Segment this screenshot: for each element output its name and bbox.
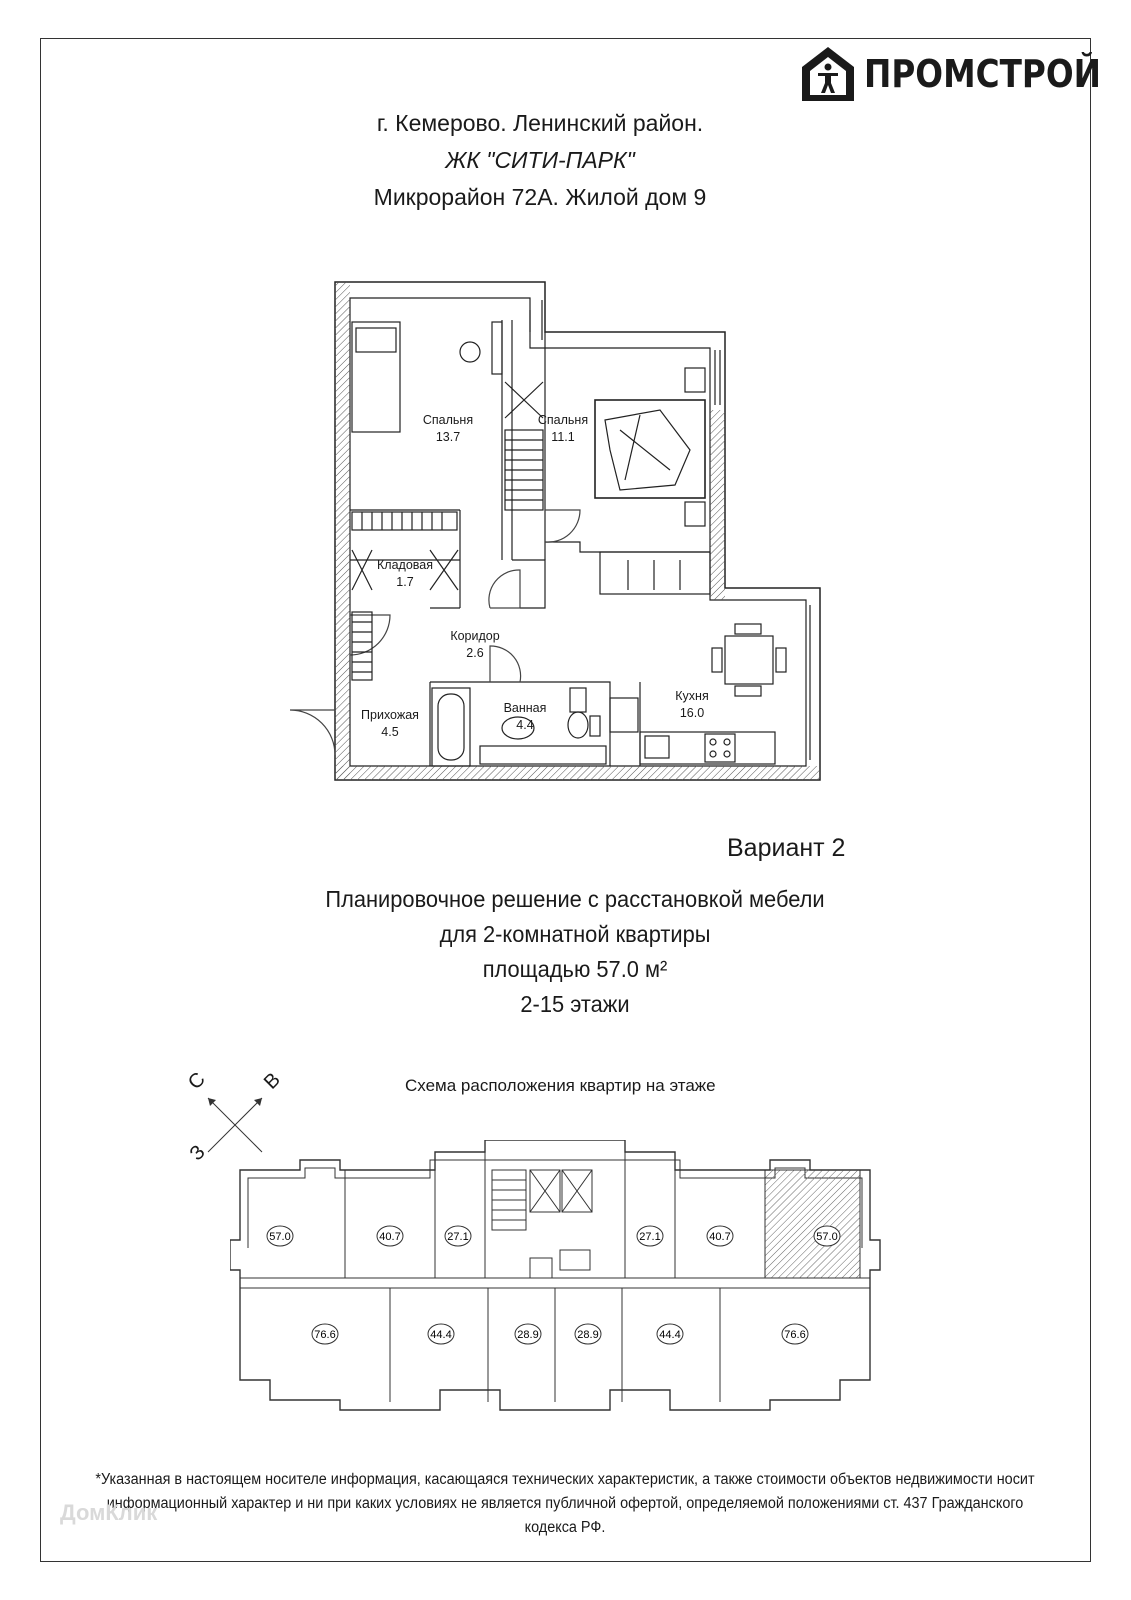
header-building: Микрорайон 72А. Жилой дом 9: [373, 184, 707, 210]
room-bathroom-name: Ванная: [503, 701, 547, 715]
header-city: г. Кемерово. Ленинский район.: [376, 110, 704, 136]
room-bathroom: [504, 700, 547, 734]
compass-east: В: [259, 1068, 285, 1094]
variant-label: Вариант 2: [727, 834, 846, 862]
watermark: ДомКлик: [60, 1500, 158, 1525]
area-bubble-bottom-2: [428, 1324, 454, 1344]
svg-text:57.0: 57.0: [816, 1231, 838, 1243]
area-bubble-top-6: [814, 1226, 840, 1246]
svg-text:28.9: 28.9: [517, 1329, 539, 1341]
area-bubble-top-4: [637, 1226, 663, 1246]
room-bedroom-2-name: Спальня: [537, 413, 589, 427]
brand-logo: [800, 44, 1131, 104]
disclaimer-line-1: *Указанная в настоящем носителе информация, касающаяся технических характеристик, а также стоимости объектов недвижимости носит: [95, 1471, 1035, 1488]
scheme-title: Схема расположения квартир на этаже: [405, 1076, 716, 1095]
room-pantry-area: 1.7: [396, 575, 414, 589]
area-bubble-bottom-1: [312, 1324, 338, 1344]
brand-name: ПРОМСТРОЙ: [864, 52, 1101, 96]
desc-line-4: 2-15 этажи: [520, 991, 630, 1017]
svg-text:40.7: 40.7: [379, 1231, 401, 1243]
area-bubble-bottom-4: [575, 1324, 601, 1344]
area-bubble-top-3: [445, 1226, 471, 1246]
disclaimer: [95, 1468, 1034, 1540]
room-kitchen-name: Кухня: [675, 689, 709, 703]
room-hallway: [361, 707, 419, 741]
apartment-plan: [280, 270, 840, 795]
room-bedroom-1-area: 13.7: [435, 430, 461, 444]
room-hallway-name: Прихожая: [361, 708, 419, 722]
room-corridor: [450, 628, 499, 662]
room-kitchen-area: 16.0: [679, 706, 705, 720]
room-hallway-area: 4.5: [381, 725, 399, 739]
area-bubble-top-5: [707, 1226, 733, 1246]
room-corridor-name: Коридор: [450, 629, 500, 643]
compass-north: С: [183, 1068, 210, 1095]
svg-text:57.0: 57.0: [269, 1231, 291, 1243]
floor-scheme: [230, 1140, 900, 1425]
svg-text:44.4: 44.4: [659, 1329, 681, 1341]
area-bubble-top-1: [267, 1226, 293, 1246]
area-bubble-bottom-5: [657, 1324, 683, 1344]
desc-line-1: Планировочное решение с расстановкой мебели: [325, 886, 825, 912]
room-bathroom-area: 4.4: [516, 718, 534, 732]
house-person-icon: [800, 45, 856, 103]
svg-text:28.9: 28.9: [577, 1329, 599, 1341]
room-pantry: [377, 557, 433, 591]
svg-text:76.6: 76.6: [784, 1329, 806, 1341]
svg-text:40.7: 40.7: [709, 1231, 731, 1243]
room-corridor-area: 2.6: [466, 646, 484, 660]
room-pantry-name: Кладовая: [377, 558, 433, 572]
desc-line-3: площадью 57.0 м²: [482, 956, 668, 982]
compass-west: З: [185, 1141, 210, 1166]
area-bubble-top-2: [377, 1226, 403, 1246]
room-bedroom-1: [423, 412, 473, 446]
room-bedroom-2: [538, 412, 588, 446]
apartment-area-bubbles: [230, 1140, 900, 1420]
room-kitchen: [675, 688, 708, 722]
project-header: [300, 105, 780, 216]
header-complex: ЖК "СИТИ-ПАРК": [445, 147, 635, 173]
area-bubble-bottom-3: [515, 1324, 541, 1344]
svg-text:27.1: 27.1: [639, 1231, 661, 1243]
desc-line-2: для 2-комнатной квартиры: [439, 921, 711, 947]
svg-text:76.6: 76.6: [314, 1329, 336, 1341]
plan-description: [304, 882, 846, 1022]
svg-text:27.1: 27.1: [447, 1231, 469, 1243]
room-bedroom-1-name: Спальня: [422, 413, 474, 427]
area-bubble-bottom-6: [782, 1324, 808, 1344]
svg-text:44.4: 44.4: [430, 1329, 452, 1341]
room-bedroom-2-area: 11.1: [551, 430, 575, 444]
disclaimer-line-2: информационный характер и ни при каких условиях не является публичной офертой, определяемой положениями ст. 437 Гражданского кодекса РФ.: [106, 1495, 1024, 1536]
